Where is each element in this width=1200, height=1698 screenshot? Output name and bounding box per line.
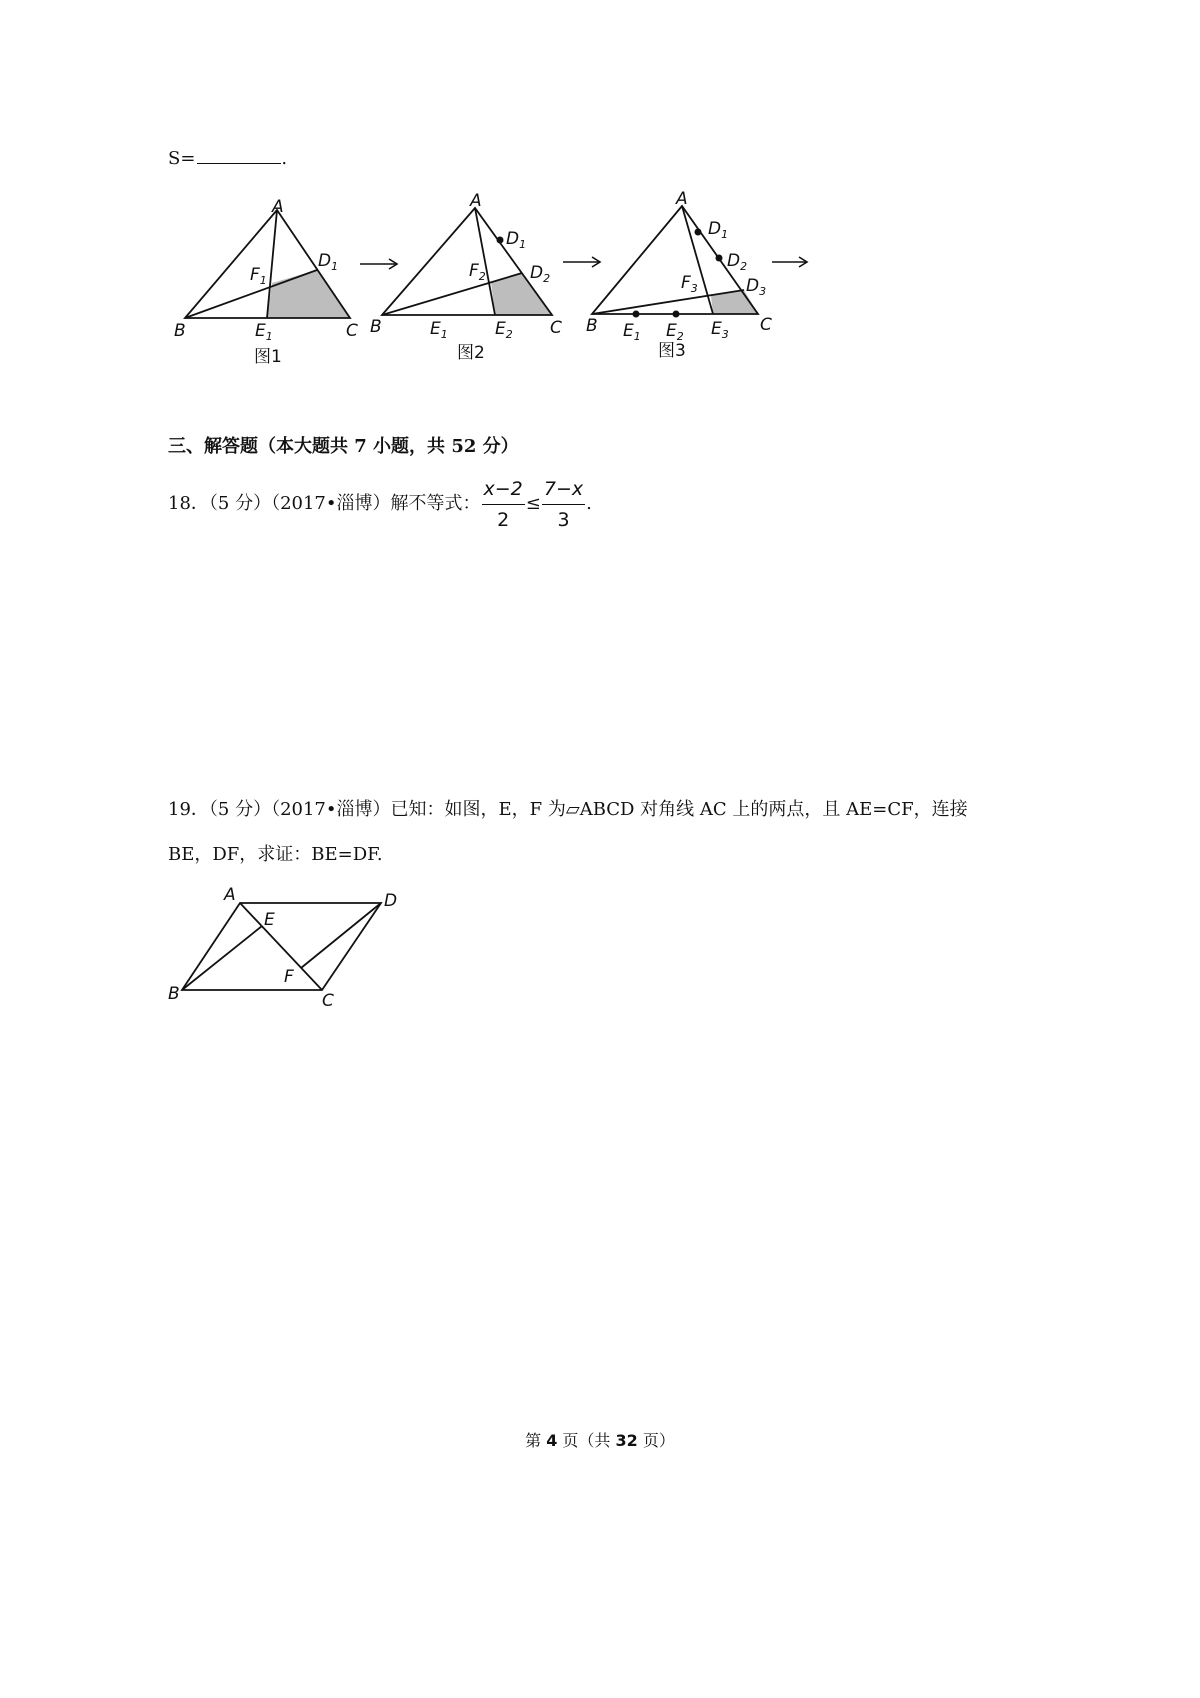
answer-blank[interactable]	[197, 145, 281, 164]
point-e1-dot	[633, 311, 640, 318]
label-a: A	[272, 197, 284, 217]
label-a: A	[676, 190, 688, 209]
question-18-text: 18．（5 分）（2017•淄博）解不等式：	[168, 493, 481, 514]
label-d1: $D_1$	[506, 229, 527, 251]
triangle-sequence-figure	[160, 190, 820, 380]
point-d2-dot	[716, 255, 723, 262]
point-e2-dot	[673, 311, 680, 318]
question-18	[168, 474, 592, 534]
fraction-1-denominator: 2	[497, 508, 510, 531]
segment-df	[301, 903, 381, 968]
label-e1: $E_1$	[430, 319, 448, 341]
answer-suffix: .	[281, 148, 288, 169]
inequality-sign: ≤	[525, 493, 541, 514]
shaded-region-1	[267, 270, 350, 318]
label-c: C	[760, 315, 772, 335]
question-19-line-1: 19．（5 分）（2017•淄博）已知：如图，E，F 为▱ABCD 对角线 AC 上的两点，且 AE=CF，连接	[168, 799, 968, 820]
answer-prefix: S=	[168, 148, 196, 169]
question-19-line-2: BE，DF，求证：BE=DF.	[168, 844, 383, 865]
label-a: A	[224, 885, 236, 905]
label-c: C	[322, 991, 334, 1010]
label-e: E	[264, 910, 275, 930]
label-d3: $D_3$	[746, 276, 767, 298]
label-b: B	[174, 321, 186, 341]
total-page-count: 32	[615, 1431, 638, 1450]
label-c: C	[550, 318, 562, 338]
parallelogram-figure	[160, 880, 410, 1010]
question-18-end: .	[586, 493, 592, 514]
label-e2: $E_2$	[495, 319, 513, 341]
segment-be	[182, 926, 262, 990]
fraction-2	[542, 476, 585, 533]
label-d1: $D_1$	[708, 219, 729, 241]
label-f: F	[284, 967, 294, 987]
label-b: B	[370, 317, 382, 337]
label-e3: $E_3$	[711, 319, 729, 341]
figure-2	[370, 191, 562, 363]
section-heading: 三、解答题（本大题共 7 小题，共 52 分）	[168, 436, 519, 457]
current-page-number: 4	[546, 1431, 558, 1450]
label-d2: $D_2$	[530, 263, 551, 285]
label-b: B	[586, 316, 598, 336]
point-d1-dot	[695, 229, 702, 236]
fraction-2-denominator: 3	[557, 508, 570, 531]
label-c: C	[346, 321, 358, 341]
label-d2: $D_2$	[727, 251, 748, 273]
figure-3-caption: 图3	[658, 341, 686, 361]
label-b: B	[168, 984, 180, 1004]
point-d1-dot	[497, 237, 504, 244]
arrow-right-icon	[563, 257, 600, 267]
figure-2-caption: 图2	[457, 343, 485, 363]
arrow-right-icon	[772, 257, 807, 267]
arrow-right-icon	[360, 259, 397, 269]
figure-1	[174, 197, 358, 367]
figure-3	[586, 190, 772, 361]
label-d1: $D_1$	[318, 251, 339, 273]
label-a: A	[470, 191, 482, 211]
label-e1: $E_1$	[623, 321, 641, 343]
label-e1: $E_1$	[255, 321, 273, 343]
label-f2: $F_2$	[469, 261, 486, 283]
answer-blank-line	[168, 145, 287, 172]
fraction-1	[482, 476, 525, 533]
fraction-1-numerator: x−2	[482, 476, 525, 505]
fraction-2-numerator: 7−x	[542, 476, 585, 505]
page-footer: 第 4 页（共 32 页）	[525, 1431, 675, 1450]
label-f1: $F_1$	[250, 265, 267, 287]
label-f3: $F_3$	[681, 273, 698, 295]
label-d: D	[384, 891, 398, 911]
figure-1-caption: 图1	[254, 347, 282, 367]
diagonal-ac	[240, 903, 322, 990]
label-e2: $E_2$	[666, 321, 684, 343]
